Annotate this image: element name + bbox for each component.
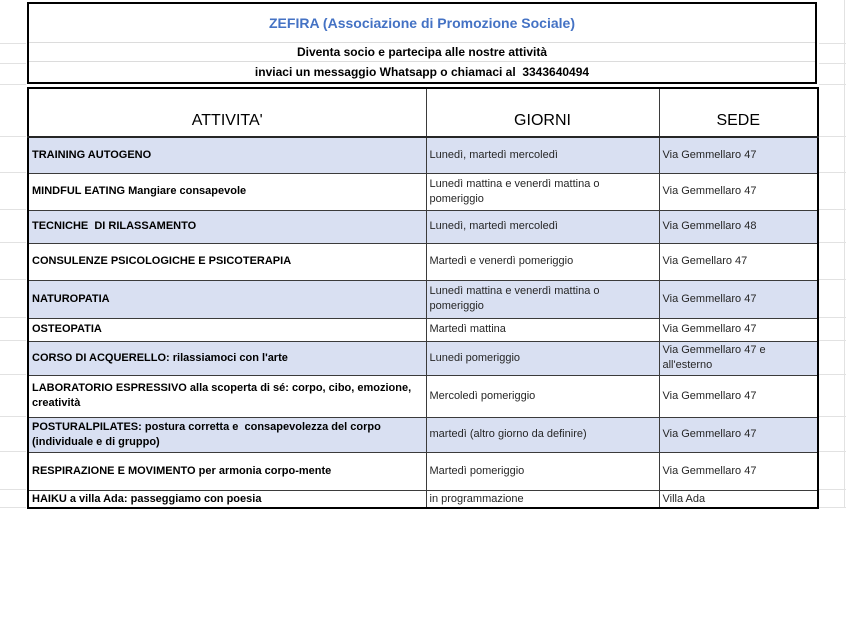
- margin-gridline: [0, 209, 26, 210]
- margin-gridline: [0, 172, 26, 173]
- venue-cell[interactable]: Via Gemmellaro 48: [659, 210, 818, 243]
- margin-gridline: [0, 507, 26, 508]
- margin-gridline: [819, 172, 846, 173]
- contact-info-text: inviaci un messaggio Whatsapp o chiamaci al 3343640494: [254, 65, 590, 79]
- venue-cell[interactable]: Via Gemmellaro 47 e all'esterno: [659, 341, 818, 375]
- days-cell[interactable]: Mercoledì pomeriggio: [426, 375, 659, 417]
- margin-gridline: [819, 242, 846, 243]
- margin-gridline: [819, 507, 846, 508]
- table-row: [28, 375, 818, 417]
- margin-gridline: [0, 63, 26, 64]
- venue-cell[interactable]: Via Gemmellaro 47: [659, 452, 818, 490]
- days-cell[interactable]: Martedì e venerdì pomeriggio: [426, 243, 659, 280]
- margin-gridline: [819, 63, 846, 64]
- venue-cell[interactable]: Via Gemmellaro 47: [659, 318, 818, 341]
- membership-invite-cell[interactable]: [29, 43, 815, 62]
- column-header-sede[interactable]: SEDE: [659, 88, 818, 137]
- margin-gridline: [0, 374, 26, 375]
- table-row: [28, 417, 818, 452]
- margin-gridline: [819, 209, 846, 210]
- column-header-giorni[interactable]: GIORNI: [426, 88, 659, 137]
- table-row: [28, 280, 818, 318]
- margin-gridline: [819, 136, 846, 137]
- venue-cell[interactable]: Via Gemmellaro 47: [659, 173, 818, 210]
- association-title-cell[interactable]: [29, 4, 815, 43]
- venue-cell[interactable]: Via Gemellaro 47: [659, 243, 818, 280]
- days-cell[interactable]: Lunedì, martedì mercoledì: [426, 137, 659, 173]
- table-row: [28, 318, 818, 341]
- margin-gridline: [0, 279, 26, 280]
- days-cell[interactable]: Lunedì, martedì mercoledì: [426, 210, 659, 243]
- membership-invite-text: Diventa socio e partecipa alle nostre attività: [296, 45, 548, 59]
- table-row: [28, 452, 818, 490]
- margin-gridline: [819, 416, 846, 417]
- margin-gridline: [0, 317, 26, 318]
- margin-gridline: [0, 242, 26, 243]
- margin-gridline: [0, 416, 26, 417]
- margin-gridline: [819, 340, 846, 341]
- table-row: [28, 490, 818, 508]
- margin-gridline: [819, 279, 846, 280]
- days-cell[interactable]: Lunedi pomeriggio: [426, 341, 659, 375]
- margin-gridline: [0, 451, 26, 452]
- margin-gridline: [819, 43, 846, 44]
- days-cell[interactable]: Martedì pomeriggio: [426, 452, 659, 490]
- margin-gridline: [819, 489, 846, 490]
- venue-cell[interactable]: Villa Ada: [659, 490, 818, 508]
- table-header-row: [28, 88, 818, 137]
- margin-gridline: [819, 451, 846, 452]
- table-row: [28, 243, 818, 280]
- column-header-attivita[interactable]: ATTIVITA': [28, 88, 426, 137]
- table-row: [28, 341, 818, 375]
- table-row: [28, 137, 818, 173]
- activities-table: [27, 87, 819, 509]
- days-cell[interactable]: martedì (altro giorno da definire): [426, 417, 659, 452]
- margin-gridline-vertical: [844, 0, 845, 508]
- header-block: [27, 2, 817, 84]
- association-title: ZEFIRA (Associazione di Promozione Sociale): [269, 15, 575, 31]
- venue-cell[interactable]: Via Gemmellaro 47: [659, 417, 818, 452]
- venue-cell[interactable]: Via Gemmellaro 47: [659, 280, 818, 318]
- venue-cell[interactable]: Via Gemmellaro 47: [659, 375, 818, 417]
- activity-cell[interactable]: OSTEOPATIA: [28, 318, 426, 341]
- days-cell[interactable]: Lunedì mattina e venerdì mattina o pomeriggio: [426, 280, 659, 318]
- table-row: [28, 173, 818, 210]
- margin-gridline: [819, 317, 846, 318]
- table-row: [28, 210, 818, 243]
- activity-cell[interactable]: RESPIRAZIONE E MOVIMENTO per armonia corpo-mente: [28, 452, 426, 490]
- margin-gridline: [819, 84, 846, 85]
- margin-gridline: [0, 136, 26, 137]
- activity-cell[interactable]: TECNICHE DI RILASSAMENTO: [28, 210, 426, 243]
- activity-cell[interactable]: CORSO DI ACQUERELLO: rilassiamoci con l'arte: [28, 341, 426, 375]
- contact-info-cell[interactable]: [29, 62, 815, 82]
- activity-cell[interactable]: LABORATORIO ESPRESSIVO alla scoperta di sé: corpo, cibo, emozione, creatività: [28, 375, 426, 417]
- days-cell[interactable]: in programmazione: [426, 490, 659, 508]
- margin-gridline: [0, 340, 26, 341]
- activity-cell[interactable]: HAIKU a villa Ada: passeggiamo con poesia: [28, 490, 426, 508]
- margin-gridline: [0, 84, 26, 85]
- activity-cell[interactable]: POSTURALPILATES: postura corretta e consapevolezza del corpo (individuale e di gruppo): [28, 417, 426, 452]
- days-cell[interactable]: Martedì mattina: [426, 318, 659, 341]
- activity-cell[interactable]: MINDFUL EATING Mangiare consapevole: [28, 173, 426, 210]
- venue-cell[interactable]: Via Gemmellaro 47: [659, 137, 818, 173]
- activity-cell[interactable]: NATUROPATIA: [28, 280, 426, 318]
- margin-gridline: [819, 374, 846, 375]
- margin-gridline: [0, 43, 26, 44]
- margin-gridline: [0, 489, 26, 490]
- activity-cell[interactable]: TRAINING AUTOGENO: [28, 137, 426, 173]
- activity-cell[interactable]: CONSULENZE PSICOLOGICHE E PSICOTERAPIA: [28, 243, 426, 280]
- days-cell[interactable]: Lunedì mattina e venerdì mattina o pomeriggio: [426, 173, 659, 210]
